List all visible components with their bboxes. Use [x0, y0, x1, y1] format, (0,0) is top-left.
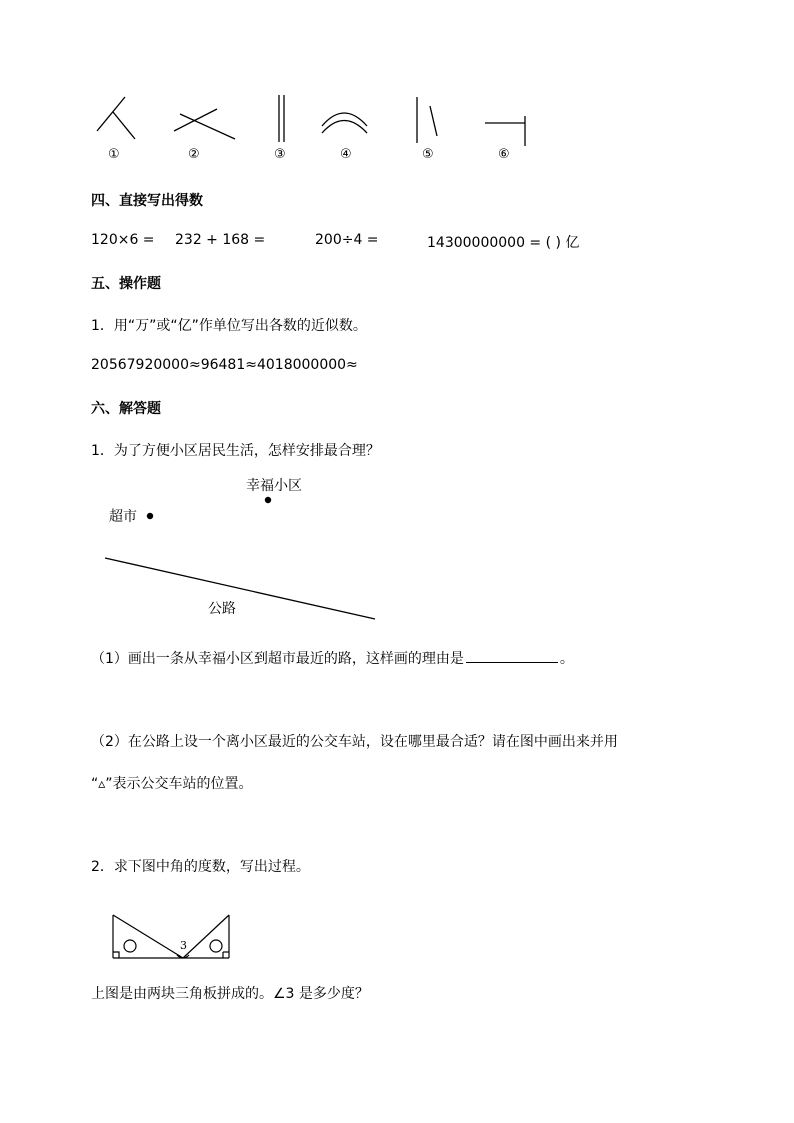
supermarket-label: 超市 — [109, 509, 137, 525]
section-6-title: 六、解答题 — [91, 401, 161, 417]
problem-2: 232 + 168 = — [175, 232, 266, 248]
figure-label-3: ③ — [274, 147, 286, 162]
community-label: 幸福小区 — [246, 478, 302, 494]
figure-label-2: ② — [188, 147, 200, 162]
section-6-q1-part1: （1）画出一条从幸福小区到超市最近的路，这样画的理由是 。 — [91, 648, 574, 668]
figure-label-1: ① — [108, 147, 120, 162]
problem-1: 120×6 = — [91, 232, 155, 248]
section-5-title: 五、操作题 — [91, 276, 161, 292]
section-4-title: 四、直接写出得数 — [91, 193, 203, 209]
problem-3: 200÷4 = — [315, 232, 379, 248]
section-6-q1: 1．为了方便小区居民生活，怎样安排最合理？ — [91, 443, 380, 459]
road-label: 公路 — [208, 601, 236, 617]
problem-4: 14300000000 = ( ) 亿 — [427, 235, 580, 251]
figure-label-6: ⑥ — [498, 147, 510, 162]
figure-label-4: ④ — [340, 147, 352, 162]
figure-label-5: ⑤ — [422, 147, 434, 162]
section-6-q1-part2-line2: “▵”表示公交车站的位置。 — [91, 776, 253, 792]
section-6-q2: 2．求下图中角的度数，写出过程。 — [91, 859, 310, 875]
angle-label: 3 — [180, 939, 187, 952]
section-6-q1-part2-line1: （2）在公路上设一个离小区最近的公交车站，设在哪里最合适？请在图中画出来并用 — [91, 734, 618, 750]
section-6-q2-text: 上图是由两块三角板拼成的。∠3 是多少度？ — [91, 986, 369, 1002]
section-5-numbers: 20567920000≈96481≈4018000000≈ — [91, 357, 358, 373]
section-5-q1: 1．用“万”或“亿”作单位写出各数的近似数。 — [91, 318, 367, 334]
